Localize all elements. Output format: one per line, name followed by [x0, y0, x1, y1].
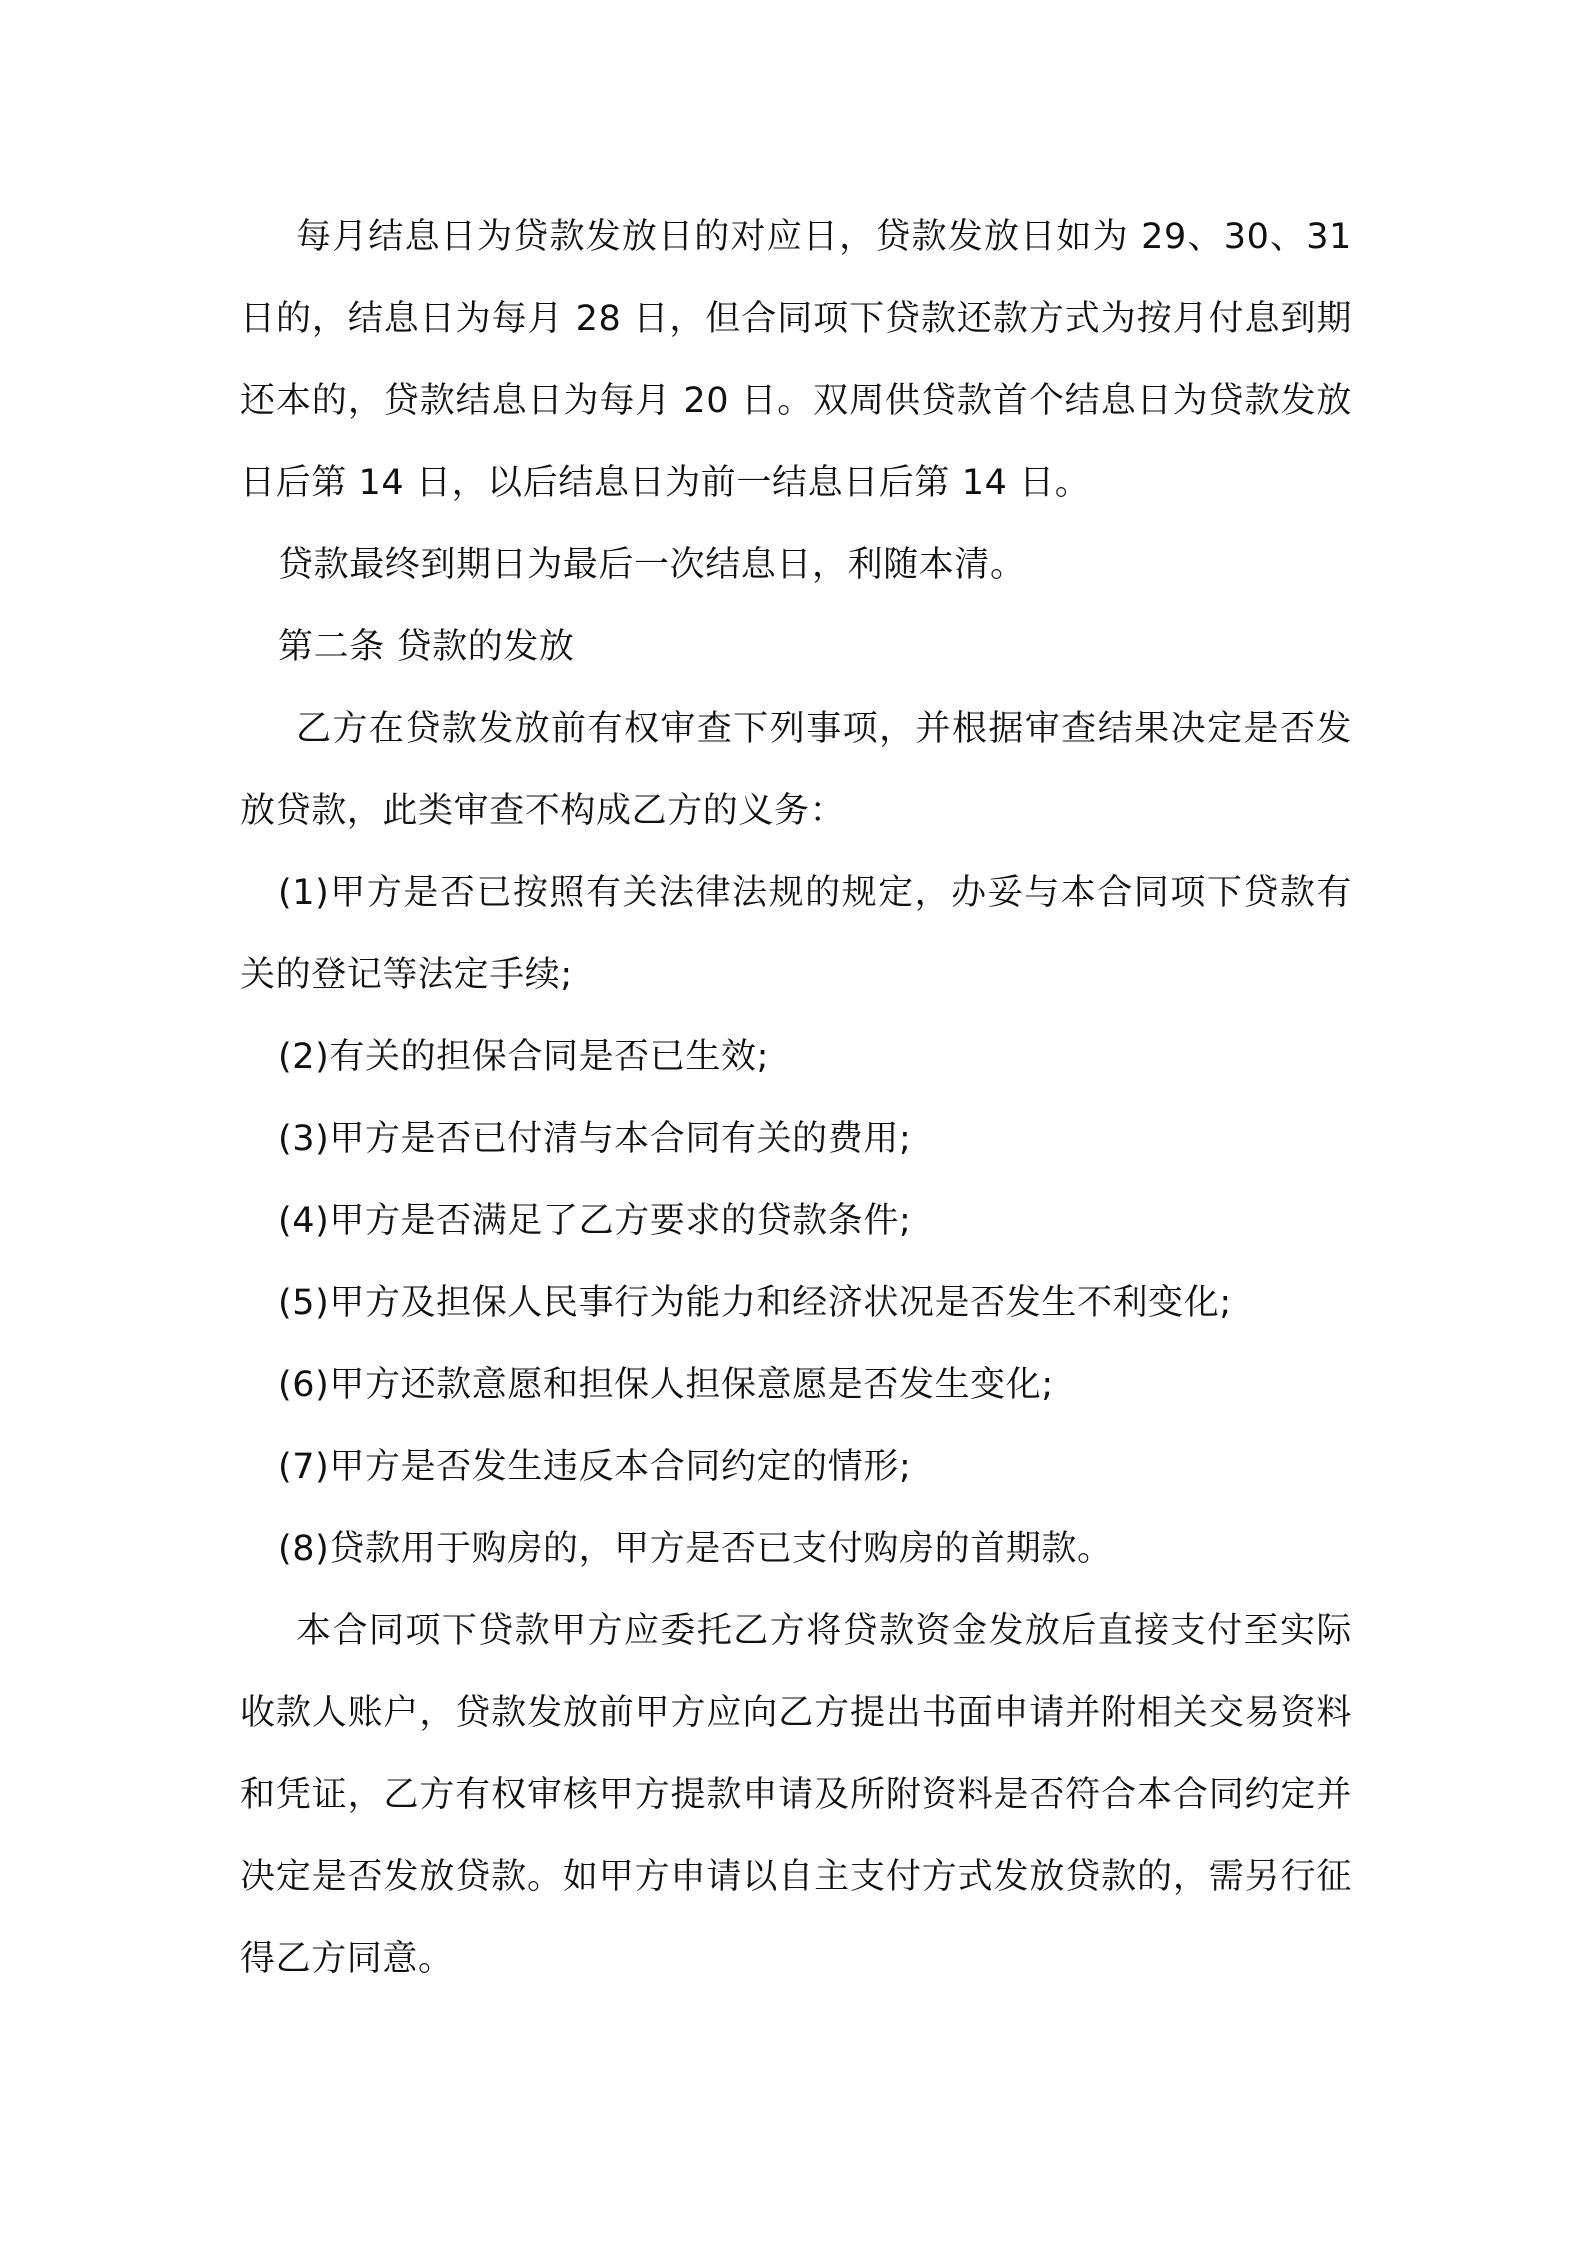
list-item-6: (6)甲方还款意愿和担保人担保意愿是否发生变化;: [278, 1365, 1054, 1405]
list-item-3: (3)甲方是否已付清与本合同有关的费用;: [278, 1119, 912, 1159]
list-item-7: (7)甲方是否发生违反本合同约定的情形;: [278, 1447, 912, 1487]
paragraph-interest-settlement-date: 每月结息日为贷款发放日的对应日，贷款发放日如为 29、30、31 日的，结息日为每月 28 日，但合同项下贷款还款方式为按月付息到期还本的，贷款结息日为每月 20 日。双周供贷款首个结息日为贷款发放日后第 14 日，以后结息日为前一结息日后第 14 日。: [240, 217, 1352, 503]
list-item-4: (4)甲方是否满足了乙方要求的贷款条件;: [278, 1201, 912, 1241]
list-item-2: (2)有关的担保合同是否已生效;: [278, 1037, 769, 1077]
paragraph-final-maturity: 贷款最终到期日为最后一次结息日，利随本清。: [278, 545, 1026, 585]
list-item-5: (5)甲方及担保人民事行为能力和经济状况是否发生不利变化;: [278, 1283, 1232, 1323]
document-body: [240, 196, 1352, 2000]
paragraph-review-rights: 乙方在贷款发放前有权审查下列事项，并根据审查结果决定是否发放贷款，此类审查不构成乙方的义务：: [240, 709, 1352, 831]
list-item-8: (8)贷款用于购房的，甲方是否已支付购房的首期款。: [278, 1529, 1113, 1569]
list-item-1: (1)甲方是否已按照有关法律法规的规定，办妥与本合同项下贷款有关的登记等法定手续;: [240, 873, 1352, 995]
paragraph-payment-entrustment: 本合同项下贷款甲方应委托乙方将贷款资金发放后直接支付至实际收款人账户，贷款发放前甲方应向乙方提出书面申请并附相关交易资料和凭证，乙方有权审核甲方提款申请及所附资料是否符合本合同约定并决定是否发放贷款。如甲方申请以自主支付方式发放贷款的，需另行征得乙方同意。: [240, 1611, 1352, 1979]
section-heading-article-2: 第二条 贷款的发放: [278, 627, 575, 667]
